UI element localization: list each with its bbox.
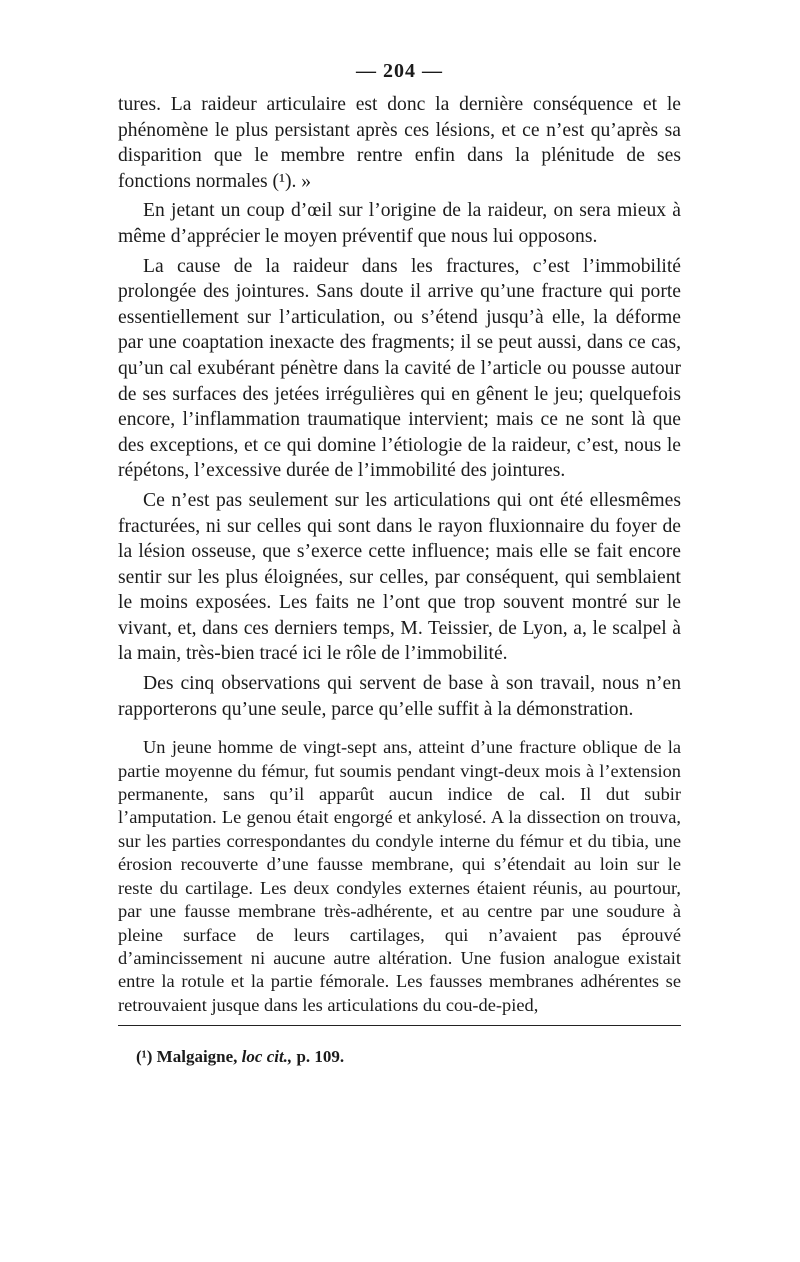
footnote-page: p. 109.	[296, 1047, 345, 1067]
body-text	[118, 92, 681, 722]
paragraph-continuation: tures. La raideur articulaire est donc la dernière conséquence et le phénomène le plus persistant après ces lésions, et ce n’est qu’après sa disparition que le membre rentre enfin dans la plénitude de ses fonctions normales (¹). »	[118, 94, 681, 192]
paragraph: En jetant un coup d’œil sur l’origine de la raideur, on sera mieux à même d’apprécier le moyen préventif que nous lui opposons.	[118, 200, 681, 247]
page-number: — 204 —	[356, 60, 443, 82]
paragraph: Ce n’est pas seulement sur les articulations qui ont été ellesmêmes fracturées, ni sur celles qui sont dans le rayon fluxionnaire du foyer de la lésion osseuse, que s’exerce cette influence; mais elle se fait encore sentir sur les plus éloignées, sur celles, par conséquent, qui semblaient le moins exposées. Les faits ne l’ont que trop souvent montré sur le vivant, et, dans ces derniers temps, M. Teissier, de Lyon, a, le scalpel à la main, très-bien tracé ici le rôle de l’immobilité.	[118, 489, 681, 665]
book-page	[118, 56, 681, 1068]
paragraph: Des cinq observations qui servent de base à son travail, nous n’en rapporterons qu’une seule, parce qu’elle suffit à la démonstration.	[118, 673, 681, 720]
footnote-loc: loc cit.,	[241, 1047, 293, 1067]
footnote-author: Malgaigne,	[156, 1047, 238, 1067]
quote-paragraph: Un jeune homme de vingt-sept ans, atteint d’une fracture oblique de la partie moyenne du fémur, fut soumis pendant vingt-deux mois à l’extension permanente, sans qu’il apparût aucun indice de cal. Il dut subir l’amputation. Le genou était engorgé et ankylosé. A la dissection on trouva, sur les parties correspondantes du condyle interne du fémur et du tibia, une érosion recouverte d’une fausse membrane, qui s’étendait au loin sur le reste du cartilage. Les deux condyles externes étaient réunis, au pourtour, par une fausse membrane très-adhérente, et au centre par une soudure à pleine surface de leurs cartilages, qui n’avaient pas éprouvé d’amincissement ni aucune autre altération. Une fusion analogue existait entre la rotule et la partie fémorale. Les fausses membranes adhérentes se retrouvaient jusque dans les articulations du cou-de-pied,	[118, 737, 681, 1015]
footnote-divider	[118, 1025, 681, 1026]
paragraph: La cause de la raideur dans les fractures, c’est l’immobilité prolongée des jointures. Sans doute il arrive qu’une fracture qui porte essentiellement sur l’articulation, ou s’étend jusqu’à elle, la déforme par une coaptation inexacte des fragments; il se peut aussi, dans ce cas, qu’un cal exubérant pénètre dans la cavité de l’article ou pousse autour de ses surfaces des jetées irrégulières qui en gênent le jeu; quelquefois encore, l’inflammation traumatique intervient; mais ce ne sont là que des exceptions, et ce qui domine l’étiologie de la raideur, c’est, nous le répétons, l’excessive durée de l’immobilité des jointures.	[118, 255, 681, 482]
quoted-observation	[118, 736, 681, 1017]
footnote-mark: (¹)	[136, 1047, 153, 1067]
footnote	[118, 1046, 681, 1068]
